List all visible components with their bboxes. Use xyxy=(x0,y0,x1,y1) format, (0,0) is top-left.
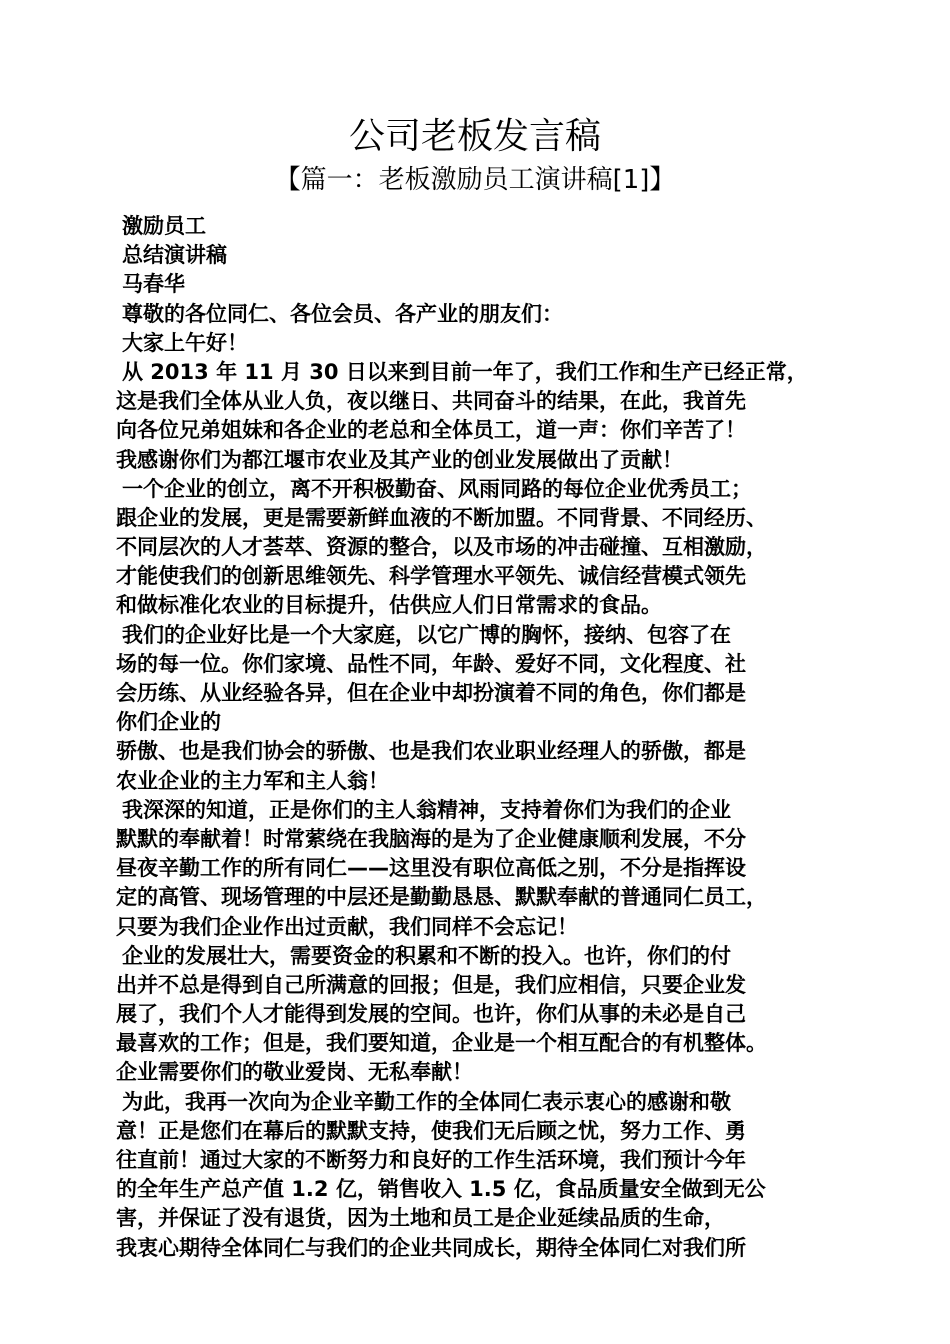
body-line: 展了，我们个人才能得到发展的空间。也许，你们从事的未必是自己 xyxy=(116,1002,746,1027)
document-subtitle: 【篇一：老板激励员工演讲稿[1]】 xyxy=(274,165,676,195)
document-body xyxy=(116,212,846,1263)
body-line: 向各位兄弟姐妹和各企业的老总和全体员工，道一声：你们辛苦了！ xyxy=(116,418,746,443)
body-line: 企业的发展壮大，需要资金的积累和不断的投入。也许，你们的付 xyxy=(122,943,731,968)
body-line: 场的每一位。你们家境、品性不同，年龄、爱好不同，文化程度、社 xyxy=(116,651,746,676)
body-line: 我感谢你们为都江堰市农业及其产业的创业发展做出了贡献！ xyxy=(116,447,683,472)
body-line: 不同层次的人才荟萃、资源的整合，以及市场的冲击碰撞、互相激励， xyxy=(116,535,767,560)
body-line: 和做标准化农业的目标提升，估供应人们日常需求的食品。 xyxy=(116,593,662,618)
body-line: 尊敬的各位同仁、各位会员、各产业的朋友们： xyxy=(122,301,563,326)
body-line: 出并不总是得到自己所满意的回报；但是，我们应相信，只要企业发 xyxy=(116,972,746,997)
body-line: 大家上午好！ xyxy=(122,330,248,355)
body-line: 跟企业的发展，更是需要新鲜血液的不断加盟。不同背景、不同经历、 xyxy=(116,505,767,530)
body-line: 害，并保证了没有退货，因为土地和员工是企业延续品质的生命， xyxy=(116,1206,725,1231)
body-line: 我们的企业好比是一个大家庭，以它广博的胸怀，接纳、包容了在 xyxy=(122,622,731,647)
body-line: 会历练、从业经验各异，但在企业中却扮演着不同的角色，你们都是 xyxy=(116,681,746,705)
body-line: 骄傲、也是我们协会的骄傲、也是我们农业职业经理人的骄傲，都是 xyxy=(116,739,746,764)
body-line: 马春华 xyxy=(122,272,185,297)
body-line: 总结演讲稿 xyxy=(122,243,227,268)
body-line: 从 2013 年 11 月 30 日以来到目前一年了，我们工作和生产已经正常， xyxy=(122,359,808,384)
body-line: 为此，我再一次向为企业辛勤工作的全体同仁表示衷心的感谢和敬 xyxy=(122,1089,731,1114)
body-line: 这是我们全体从业人负，夜以继日、共同奋斗的结果，在此，我首先 xyxy=(116,389,746,414)
body-line: 激励员工 xyxy=(122,214,206,238)
body-line: 才能使我们的创新思维领先、科学管理水平领先、诚信经营模式领先 xyxy=(116,564,746,589)
body-line: 的全年生产总产值 1.2 亿，销售收入 1.5 亿，食品质量安全做到无公 xyxy=(116,1177,766,1202)
document-title: 公司老板发言稿 xyxy=(348,116,601,157)
body-line: 企业需要你们的敬业爱岗、无私奉献！ xyxy=(116,1060,473,1085)
body-line: 你们企业的 xyxy=(116,710,221,735)
body-line: 往直前！通过大家的不断努力和良好的工作生活环境，我们预计今年 xyxy=(116,1148,746,1172)
body-line: 我衷心期待全体同仁与我们的企业共同成长，期待全体同仁对我们所 xyxy=(116,1235,746,1260)
body-line: 农业企业的主力军和主人翁！ xyxy=(116,768,389,793)
body-line: 定的高管、现场管理的中层还是勤勤恳恳、默默奉献的普通同仁员工， xyxy=(116,885,767,910)
body-line: 意！正是您们在幕后的默默支持，使我们无后顾之忧，努力工作、勇 xyxy=(116,1118,746,1143)
body-line: 我深深的知道，正是你们的主人翁精神，支持着你们为我们的企业 xyxy=(122,797,731,822)
body-line: 昼夜辛勤工作的所有同仁——这里没有职位高低之别，不分是指挥设 xyxy=(116,856,746,881)
body-line: 最喜欢的工作；但是，我们要知道，企业是一个相互配合的有机整体。 xyxy=(116,1031,767,1056)
body-line: 一个企业的创立，离不开积极勤奋、风雨同路的每位企业优秀员工； xyxy=(122,476,752,501)
body-line: 默默的奉献着！时常萦绕在我脑海的是为了企业健康顺利发展，不分 xyxy=(116,826,746,851)
body-line: 只要为我们企业作出过贡献，我们同样不会忘记！ xyxy=(116,914,578,939)
